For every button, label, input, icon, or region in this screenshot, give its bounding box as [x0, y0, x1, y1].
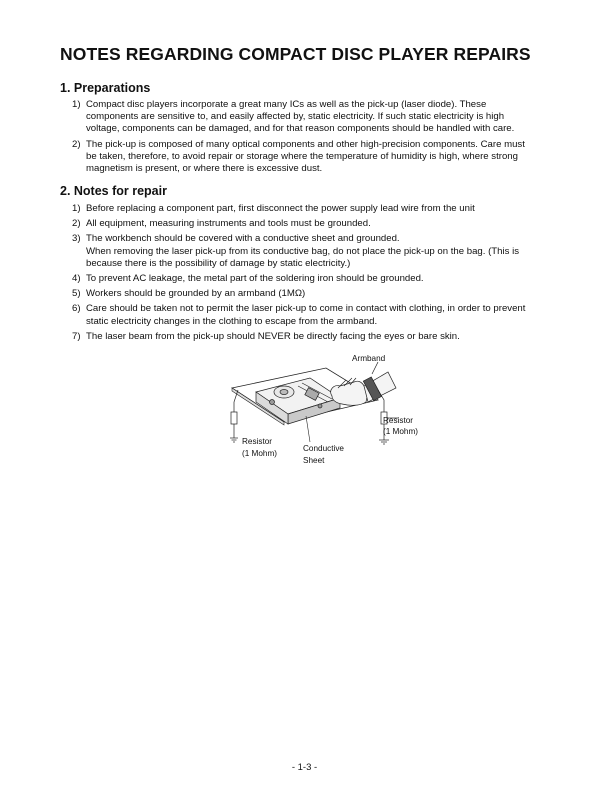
- item-text: Care should be taken not to permit the laser pick-up to come in contact with clothing, in order to prevent: [86, 303, 526, 315]
- item-number: 5): [72, 288, 81, 300]
- item-text: because there is the possibility of damage by static electricity.): [86, 257, 351, 269]
- list-item: [72, 288, 550, 300]
- grounding-illustration: [228, 350, 468, 470]
- item-text: components are sensitive to, and easily affected by, static electricity. If such static electricity is high: [86, 111, 505, 123]
- page-title: NOTES REGARDING COMPACT DISC PLAYER REPAIRS: [60, 44, 531, 64]
- list-item: [72, 273, 550, 285]
- item-text: When removing the laser pick-up from its conductive bag, do not place the pick-up on the bag. (This is: [86, 245, 520, 257]
- item-text: Workers should be grounded by an armband (1MΩ): [86, 288, 306, 300]
- left-ground-wire: [230, 390, 238, 442]
- item-number: 7): [72, 330, 81, 342]
- item-number: 1): [72, 99, 81, 110]
- list-item: [72, 99, 550, 136]
- conductive-sheet-label-line1: Conductive: [303, 444, 344, 453]
- item-text: The laser beam from the pick-up should NEVER be directly facing the eyes or bare skin.: [86, 330, 460, 342]
- list-item: [72, 331, 550, 343]
- item-text: magnetism is present, or where there is excessive dust.: [86, 163, 323, 175]
- item-number: 4): [72, 273, 81, 285]
- resistor-right-label-line1: Resistor: [383, 416, 414, 425]
- item-text: The workbench should be covered with a conductive sheet and grounded.: [86, 233, 400, 245]
- item-text: static electricity changes in the clothing to escape from the armband.: [86, 315, 378, 327]
- list-item: [72, 233, 550, 270]
- item-text: The pick-up is composed of many optical components and other high-precision components. Care must: [86, 138, 525, 150]
- item-text: To prevent AC leakage, the metal part of the soldering iron should be grounded.: [86, 273, 424, 285]
- item-text: Compact disc players incorporate a great many ICs as well as the pick-up (laser diode). These: [86, 99, 487, 110]
- resistor-right-label-line2: (1 Mohm): [383, 427, 419, 436]
- list-item: [72, 203, 550, 215]
- resistor-left-label-line2: (1 Mohm): [242, 449, 278, 458]
- item-number: 2): [72, 138, 81, 150]
- list-item: [72, 139, 550, 176]
- item-text: Before replacing a component part, first disconnect the power supply lead wire from the unit: [86, 203, 475, 214]
- item-number: 1): [72, 203, 81, 214]
- conductive-sheet-label-line2: Sheet: [303, 456, 325, 465]
- page-number: - 1-3 -: [291, 762, 318, 773]
- cd-mechanism-drawing: [256, 378, 340, 424]
- item-text: All equipment, measuring instruments and tools must be grounded.: [86, 218, 371, 230]
- item-text: be taken, therefore, to avoid repair or storage where the temperature of humidity is high, where strong: [86, 150, 518, 162]
- conductive-sheet-pointer: [306, 416, 310, 442]
- list-item: [72, 218, 550, 230]
- resistor-left-label-line1: Resistor: [242, 437, 273, 446]
- section-heading-preparations: 1. Preparations: [60, 81, 151, 95]
- repair-notes-list: [72, 203, 550, 346]
- list-item: [72, 303, 550, 327]
- preparations-list: [72, 99, 550, 178]
- item-number: 2): [72, 218, 81, 230]
- armband-label: Armband: [352, 354, 386, 363]
- item-text: voltage, components can be damaged, and for that reason components should be handled with care.: [86, 123, 515, 135]
- section-heading-notes-for-repair: 2. Notes for repair: [60, 184, 167, 198]
- item-number: 3): [72, 233, 81, 245]
- item-number: 6): [72, 303, 81, 315]
